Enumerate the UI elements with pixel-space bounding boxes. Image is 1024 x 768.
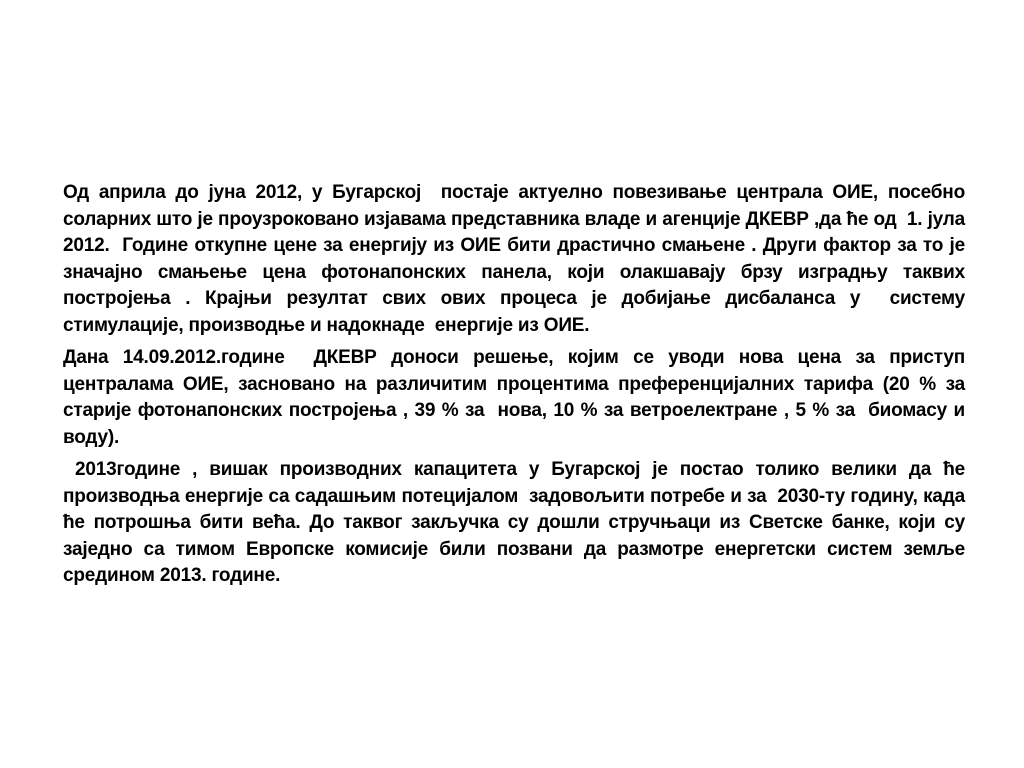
body-text [63, 180, 976, 596]
paragraph-2: Дана 14.09.2012.године ДКЕВР доноси решење, којим се уводи нова цена за приступ централама ОИЕ, засновано на различитим процентима преференцијалних тарифа (20 % за старије фотонапонских постројења , 39 % за нова, 10 % за ветроелектране , 5 % за биомасу и воду). [63, 347, 976, 448]
paragraph-1: Од априла до јуна 2012, у Бугарској постаје актуелно повезивање централа ОИЕ, посебно соларних што је проузроковано изјавама представника владе и агенције ДКЕВР ,да ће од 1. јула 2012. Године откупне цене за енергију из ОИЕ бити драстично смањене . Други фактор за то је значајно смањење цена фотонапонских панела, који олакшавају брзу изградњу таквих постројења . Крајњи резултат свих ових процеса је добијање дисбаланса у систему стимулације, производње и надокнаде енергије из ОИЕ. [63, 182, 976, 336]
paragraph-3: 2013године , вишак производних капацитета у Бугарској је постао толико велики да ће производња енергије са садашњим потецијалом задовољити потребе и за 2030-ту годину, када ће потрошња бити већа. До таквог закључка су дошли стручњаци из Светске банке, који су заједно са тимом Европске комисије били позвани да размотре енергетски систем земље средином 2013. године. [63, 459, 971, 586]
